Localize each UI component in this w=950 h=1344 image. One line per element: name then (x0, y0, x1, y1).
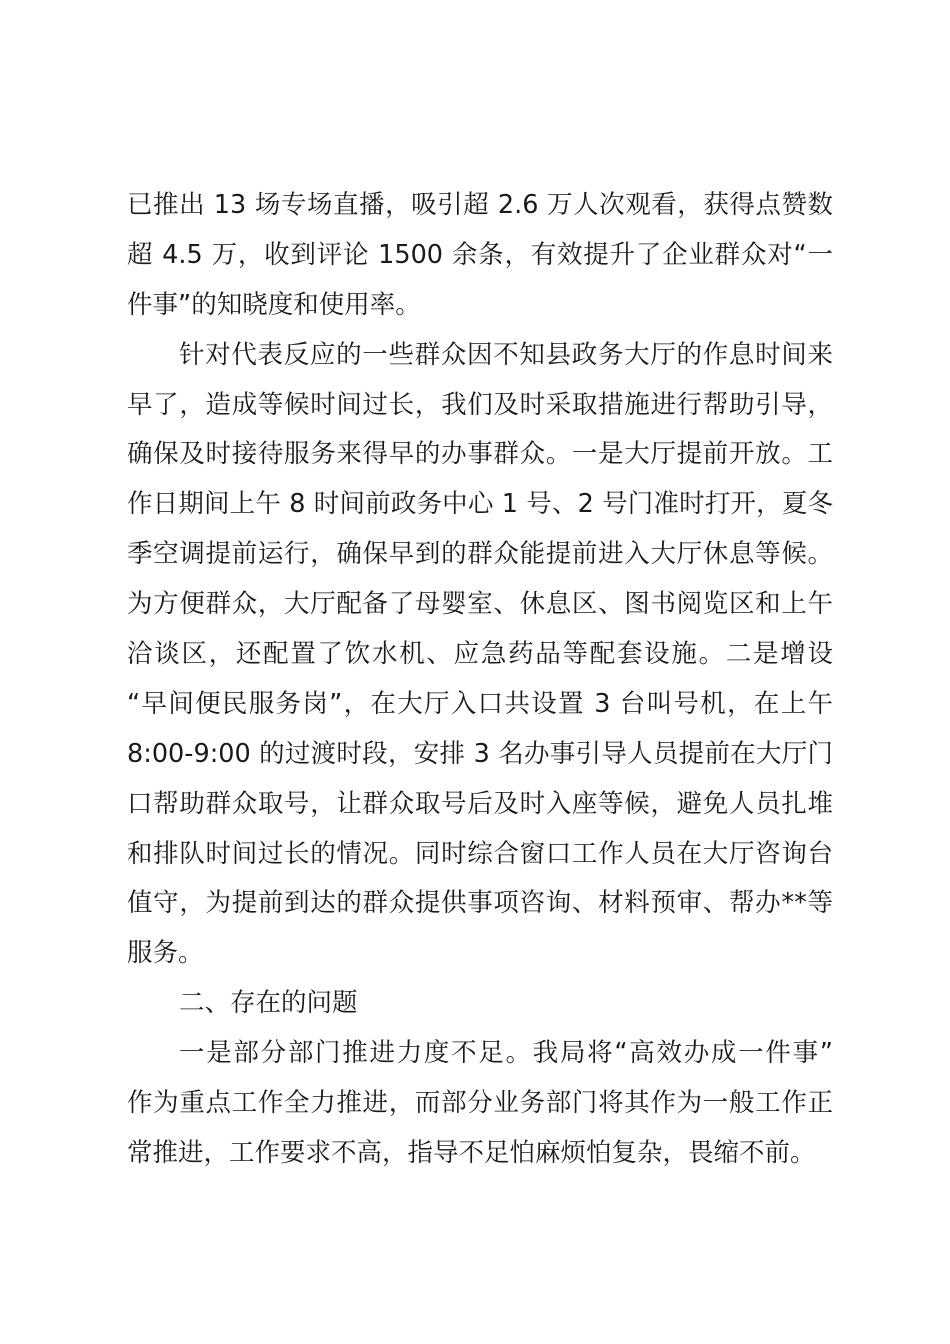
text-line: 常推进，工作要求不高，指导不足怕麻烦怕复杂，畏缩不前。 (127, 1137, 816, 1168)
text-line: 已推出 13 场专场直播，吸引超 2.6 万人次观看，获得点赞数 (127, 190, 833, 220)
text-line: 8:00-9:00 的过渡时段，安排 3 名办事引导人员提前在大厅门 (127, 738, 833, 769)
text-line: 作为重点工作全力推进，而部分业务部门将其作为一般工作正 (127, 1088, 833, 1119)
document-page (127, 181, 833, 1179)
text-line: 作日期间上午 8 时间前政务中心 1 号、2 号门准时打开，夏冬 (127, 489, 833, 520)
text-line: 口帮助群众取号，让群众取号后及时入座等候，避免人员扎堆 (127, 788, 833, 819)
text-line: 确保及时接待服务来得早的办事群众。一是大厅提前开放。工 (127, 439, 833, 470)
text-line: 为方便群众，大厅配备了母婴室、休息区、图书阅览区和上午 (127, 589, 833, 620)
text-line: 值守，为提前到达的群众提供事项咨询、材料预审、帮办**等 (127, 888, 833, 919)
paragraph-start-line: 针对代表反应的一些群众因不知县政务大厅的作息时间来 (179, 339, 833, 370)
text-line: “早间便民服务岗”，在大厅入口共设置 3 台叫号机，在上午 (127, 688, 833, 719)
text-line: 早了，造成等候时间过长，我们及时采取措施进行帮助引导， (127, 389, 833, 420)
section-heading: 二、存在的问题 (179, 988, 358, 1019)
text-line: 超 4.5 万，收到评论 1500 余条，有效提升了企业群众对“一 (127, 239, 833, 270)
paragraph-start-line: 一是部分部门推进力度不足。我局将“高效办成一件事” (179, 1038, 833, 1069)
text-line: 服务。 (127, 938, 204, 969)
text-line: 季空调提前运行，确保早到的群众能提前进入大厅休息等候。 (127, 539, 833, 570)
text-line: 件事”的知晓度和使用率。 (127, 289, 421, 320)
text-line: 洽谈区，还配置了饮水机、应急药品等配套设施。二是增设 (127, 639, 833, 670)
text-line: 和排队时间过长的情况。同时综合窗口工作人员在大厅咨询台 (127, 838, 833, 869)
